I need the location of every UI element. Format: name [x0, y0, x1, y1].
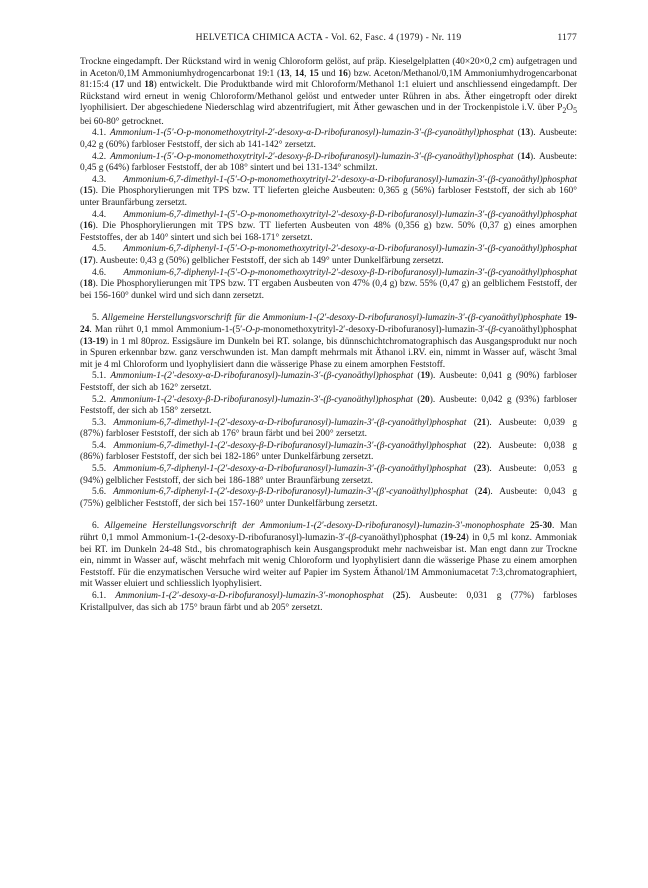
journal-title: HELVETICA CHIMICA ACTA - Vol. 62, Fasc. 4 (1979) - Nr. 119: [195, 32, 462, 43]
section-title: Allgemeine Herstellungsvorschrift der Ammonium-1-(2′-desoxy-D-ribofuranosyl)-lumazin-3′-monophosphate: [104, 521, 525, 532]
compound-name: Ammonium-6,7-diphenyl-1-(2′-desoxy-α-D-ribofuranosyl)-lumazin-3′-(β-cyanoäthyl)phosphat: [113, 464, 467, 475]
compound-number: 13: [280, 68, 290, 79]
compound-number: 18: [83, 279, 93, 290]
compound-name: Ammonium-6,7-dimethyl-1-(2′-desoxy-α-D-ribofuranosyl)-lumazin-3′-(β-cyanoäthyl)phosphat: [113, 417, 467, 428]
compound-name: Ammonium-6,7-diphenyl-1-(5′-O-p-monomethoxytrityl-2′-desoxy-α-D-ribofuranosyl)-lumazin-3′-(β-cyanoäthyl)phosphat: [123, 244, 577, 255]
entry-5-5: 5.5. Ammonium-6,7-diphenyl-1-(2′-desoxy-α-D-ribofuranosyl)-lumazin-3′-(β-cyanoäthyl)phosphat (23). Ausbeute: 0,053 g (94%) gelblicher Feststoff, der sich bei 186-188° unter Braunfärbung zersetzt.: [80, 464, 578, 486]
compound-name: Ammonium-6,7-dimethyl-1-(5′-O-p-monomethoxytrityl-2′-desoxy-α-D-ribofuranosyl)-lumazin-3′-(β-cyanoäthyl)phosphat: [123, 174, 577, 185]
compound-number: 14: [520, 151, 531, 162]
entry-4-4: 4.4. Ammonium-6,7-dimethyl-1-(5′-O-p-monomethoxytrityl-2′-desoxy-β-D-ribofuranosyl)-lumazin-3′-(β-cyanoäthyl)phosphat (16). Die Phosphorylierungen mit TPS bzw. TT lieferten Ausbeuten von 48% (0,356 g) bzw. 50% (0,37 g) eines amorphen Feststoffes, der ab 140° sintert und sich bei 168-171° zersetzt.: [80, 209, 577, 243]
compound-number: 20: [420, 394, 430, 405]
entry-5-1: 5.1. Ammonium-1-(2′-desoxy-α-D-ribofuranosyl)-lumazin-3′-(β-cyanoäthyl)phosphat (19). Ausbeute: 0,041 g (90%) farbloser Feststoff, der sich ab 162° zersetzt.: [80, 371, 578, 393]
entry-5-2: 5.2. Ammonium-1-(2′-desoxy-β-D-ribofuranosyl)-lumazin-3′-(β-cyanoäthyl)phosphat (20). Ausbeute: 0,042 g (93%) farbloser Feststoff, der sich ab 158° zersetzt.: [80, 394, 577, 417]
compound-name: Ammonium-6,7-diphenyl-1-(5′-O-p-monomethoxytrityl-2′-desoxy-β-D-ribofuranosyl)-lumazin-3′-(β-cyanoäthyl)phosphat: [123, 267, 577, 278]
compound-name: Ammonium-6,7-diphenyl-1-(2′-desoxy-β-D-ribofuranosyl)-lumazin-3′-(β′-cyanoäthyl)phosphat: [113, 487, 468, 498]
paragraph-procedure-end: Trockne eingedampft. Der Rückstand wird in wenig Chloroform gelöst, auf präp. Kieselgelplatten (40×20×0,2 cm) aufgetragen und in Aceton/0,1M Ammoniumhydrogencarbonat 19:1 (13, 14, 15 und 16) bzw. Aceton/Methanol/0,1M Ammoniumhydrogencarbonat 81:15:4 (17 und 18) entwickelt. Die Produktbande wird mit Chloroform/Methanol 1:1 eluiert und anschliessend eingedampft. Der Rückstand wird erneut in wenig Chloroform/Methanol gelöst und entweder unter Rühren in abs. Äther eingetropft oder direkt lyophilisiert. Der abgeschiedene Niederschlag wird abzentrifugiert, mit Äther gewaschen und in der Trockenpistole i.V. über $P_2O_5$ bei 60-80° getrocknet.: [80, 57, 577, 127]
compound-number: 18: [144, 80, 154, 91]
compound-name: Ammonium-6,7-dimethyl-1-(2′-desoxy-β-D-ribofuranosyl)-lumazin-3′-(β-cyanoäthyl)phosphat: [113, 440, 467, 451]
compound-number: 15: [309, 68, 319, 79]
compound-number: 17: [83, 255, 93, 266]
entry-4-2: 4.2. Ammonium-1-(5′-O-p-monomethoxytrityl-2′-desoxy-β-D-ribofuranosyl)-lumazin-3′-(β-cyanoäthyl)phosphat (14). Ausbeute: 0,45 g (64%) farbloser Feststoff, der ab 108° sintert und bei 131-134° schmilzt.: [80, 151, 577, 174]
compound-name: Ammonium-1-(2′-desoxy-α-D-ribofuranosyl)-lumazin-3′-monophosphat: [115, 591, 384, 601]
page-number: 1177: [557, 32, 577, 43]
article-body: [80, 57, 577, 614]
entry-5-4: 5.4. Ammonium-6,7-dimethyl-1-(2′-desoxy-β-D-ribofuranosyl)-lumazin-3′-(β-cyanoäthyl)phosphat (22). Ausbeute: 0,038 g (86%) farbloser Feststoff, der sich bei 182-186° unter Dunkelfärbung zersetzt.: [80, 440, 578, 463]
compound-number: 17: [114, 80, 125, 91]
running-header: [80, 32, 577, 43]
entry-4-1: 4.1. Ammonium-1-(5′-O-p-monomethoxytrityl-2′-desoxy-α-D-ribofuranosyl)-lumazin-3′-(β-cyanoäthyl)phosphat (13). Ausbeute: 0,42 g (60%) farbloser Feststoff, der sich ab 141-142° zersetzt.: [80, 128, 578, 151]
entry-5-6: 5.6. Ammonium-6,7-diphenyl-1-(2′-desoxy-β-D-ribofuranosyl)-lumazin-3′-(β′-cyanoäthyl)phosphat (24). Ausbeute: 0,043 g (75%) gelblicher Feststoff, der sich bei 157-160° unter Dunkelfärbung zersetzt.: [80, 487, 578, 509]
section-6: 6. Allgemeine Herstellungsvorschrift der Ammonium-1-(2′-desoxy-D-ribofuranosyl)-lumazin-3′-monophosphate 25-30. Man rührt 0,1 mmol Ammonium-1-(2-desoxy-D-ribofuranosyl)-lumazin-3′-(β-cyanoäthyl)phosphat (19-24) in 0,5 ml konz. Ammoniak bei RT. im Dunkeln 24-48 Std., bis chromatographisch kein Ausgangsprodukt mehr nachweisbar ist. Man engt dann zur Trockne ein, nimmt in Wasser auf, wäscht mehrfach mit wenig Chloroform und lyophylisiert dann die wässerige Phase zu einem amorphen Feststoff. Für die enzymatischen Versuche wird weiter auf Papier im System Äthanol/1M Ammoniumacetat 7:3,chromatographiert, mit Wasser eluiert und schliesslich lyophylisiert.: [80, 521, 578, 590]
compound-number: 13-19: [83, 336, 105, 347]
journal-page: [80, 32, 577, 614]
compound-number: 16: [83, 221, 93, 232]
section-title: Allgemeine Herstellungsvorschrift für die Ammonium-1-(2′-desoxy-D-ribofuranosyl)-lumazin-3′-(β-cyanoäthyl)phosphate: [102, 313, 562, 324]
compound-number: 23: [476, 464, 487, 475]
compound-number: 19-24: [443, 533, 466, 544]
compound-number: 16: [338, 68, 348, 79]
compound-number: 15: [83, 186, 93, 197]
entry-6-1: 6.1. Ammonium-1-(2′-desoxy-α-D-ribofuranosyl)-lumazin-3′-monophosphat (25). Ausbeute: 0,031 g (77%) farbloses Kristallpulver, das sich ab 175° braun färbt und ab 205° zersetzt.: [80, 591, 578, 613]
compound-number: 19: [420, 371, 430, 382]
compound-name: Ammonium-1-(5′-O-p-monomethoxytrityl-2′-desoxy-β-D-ribofuranosyl)-lumazin-3′-(β-cyanoäthyl)phosphat: [110, 151, 514, 162]
compound-name: Ammonium-1-(5′-O-p-monomethoxytrityl-2′-desoxy-α-D-ribofuranosyl)-lumazin-3′-(β-cyanoäthyl)phosphat: [110, 128, 514, 139]
compound-number: 22: [476, 440, 487, 451]
compound-name: Ammonium-6,7-dimethyl-1-(5′-O-p-monomethoxytrityl-2′-desoxy-β-D-ribofuranosyl)-lumazin-3′-(β-cyanoäthyl)phosphat: [123, 209, 577, 220]
entry-4-3: 4.3. Ammonium-6,7-dimethyl-1-(5′-O-p-monomethoxytrityl-2′-desoxy-α-D-ribofuranosyl)-lumazin-3′-(β-cyanoäthyl)phosphat (15). Die Phosphorylierungen mit TPS bzw. TT lieferten gleiche Ausbeuten: 0,365 g (56%) farbloser Feststoff, der sich ab 160° unter Braunfärbung zersetzt.: [80, 174, 577, 208]
compound-number: 24: [477, 487, 488, 498]
entry-5-3: 5.3. Ammonium-6,7-dimethyl-1-(2′-desoxy-α-D-ribofuranosyl)-lumazin-3′-(β-cyanoäthyl)phosphat (21). Ausbeute: 0,039 g (87%) farbloser Feststoff, der sich ab 176° braun färbt und bei 200° zersetzt.: [80, 417, 578, 440]
compound-name: Ammonium-1-(2′-desoxy-α-D-ribofuranosyl)-lumazin-3′-(β-cyanoäthyl)phosphat: [110, 371, 414, 382]
compound-number: 13: [520, 128, 531, 139]
compound-number: 19-24: [80, 313, 577, 335]
compound-number: 14: [294, 68, 305, 79]
compound-number: 25: [395, 591, 406, 601]
compound-number: 21: [476, 417, 487, 428]
compound-number: 25-30: [524, 521, 552, 532]
entry-4-5: 4.5. Ammonium-6,7-diphenyl-1-(5′-O-p-monomethoxytrityl-2′-desoxy-α-D-ribofuranosyl)-lumazin-3′-(β-cyanoäthyl)phosphat (17). Ausbeute: 0,43 g (50%) gelblicher Feststoff, der sich ab 149° unter Dunkelfärbung zersetzt.: [80, 244, 577, 266]
section-5: 5. Allgemeine Herstellungsvorschrift für die Ammonium-1-(2′-desoxy-D-ribofuranosyl)-lumazin-3′-(β-cyanoäthyl)phosphate 19-24. Man rührt 0,1 mmol Ammonium-1-(5′-O-p-monomethoxytrityl-2′-desoxy-D-ribofuranosyl)-lumazin-3′-(β-cyanoäthyl)phosphat (13-19) in 1 ml 80proz. Essigsäure im Dunkeln bei RT. solange, bis dünnschichtchromatographisch das Ausgangsprodukt nur noch in Spuren erkennbar bzw. ganz verschwunden ist. Man dampft mehrmals mit Äthanol i.RV. ein, nimmt in Wasser auf, wäscht 3mal mit je 4 ml Chloroform und lyophylisiert dann die wässerige Phase zu einem amorphen Feststoff.: [80, 313, 577, 370]
compound-name: Ammonium-1-(2′-desoxy-β-D-ribofuranosyl)-lumazin-3′-(β-cyanoäthyl)phosphat: [110, 394, 413, 405]
entry-4-6: 4.6. Ammonium-6,7-diphenyl-1-(5′-O-p-monomethoxytrityl-2′-desoxy-β-D-ribofuranosyl)-lumazin-3′-(β-cyanoäthyl)phosphat (18). Die Phosphorylierungen mit TPS bzw. TT ergaben Ausbeuten von 47% (0,4 g) bzw. 55% (0,47 g) an gelblichem Feststoff, der bei 156-160° dunkel wird und sich dann zersetzt.: [80, 267, 577, 301]
